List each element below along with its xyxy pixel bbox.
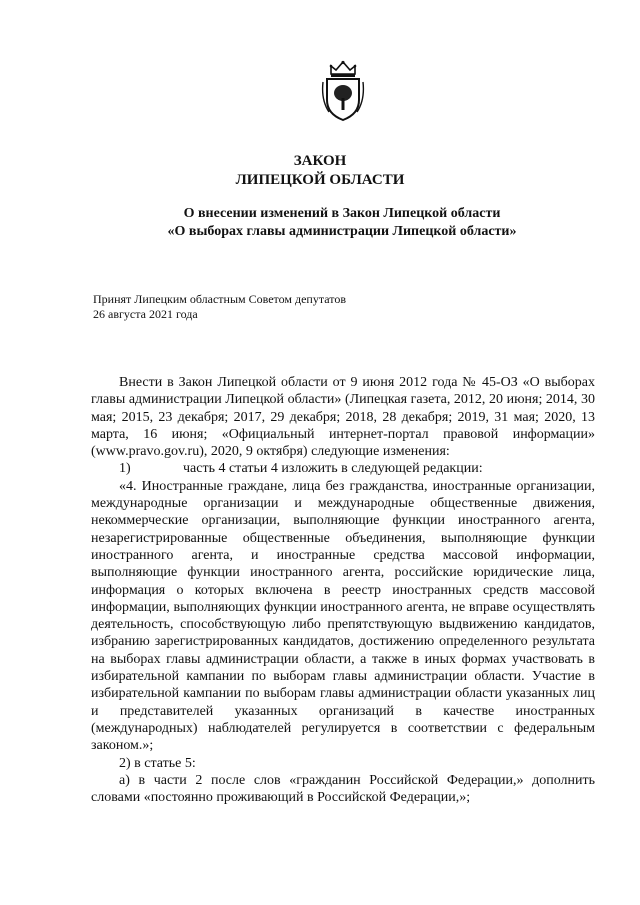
subtitle-line-1: О внесении изменений в Закон Липецкой области [183,206,501,221]
item-1-number: 1) [119,461,131,477]
document-body [91,374,595,806]
adoption-line-1: Принят Липецким областным Советом депутатов [93,292,347,306]
item-1 [91,460,595,477]
adoption-note [93,292,346,322]
adoption-date: 26 августа 2021 года [93,307,198,321]
quoted-amendment: «4. Иностранные граждане, лица без гражданства, иностранные организации, международные организации и международные общественные движения, некоммерческие организации, выполняющие функции иностранного агента, незарегистрированные общественные объединения, выполняющие функции иностранного агента, и иностранные средства массовой информации, выполняющие функции иностранного агента, российские юридические лица, информация о которых включена в реестр иностранных средств массовой информации, выполняющих функции иностранного агента, не вправе осуществлять деятельность, способствующую либо препятствующую выдвижению кандидатов, избранию зарегистрированных кандидатов, достижению определенного результата на выборах главы администрации области, а также в иных формах участвовать в избирательной кампании по выборам главы администрации области. Участие в избирательной кампании по выборам главы администрации области указанных лиц и представителей указанных организаций в качестве иностранных (международных) наблюдателей регулируется в соответствии с федеральным законом.»; [91,478,595,754]
law-subtitle [0,205,640,241]
item-2a: а) в части 2 после слов «гражданин Российской Федерации,» дополнить словами «постоянно проживающий в Российской Федерации,»; [91,772,595,806]
subtitle-line-2: «О выборах главы администрации Липецкой области» [167,224,517,239]
item-1-text: часть 4 статьи 4 изложить в следующей редакции: [183,461,483,477]
item-2: 2) в статье 5: [119,755,196,771]
title-line-2: ЛИПЕЦКОЙ ОБЛАСТИ [235,172,405,188]
title-line-1: ЗАКОН [293,153,347,169]
law-title [0,152,640,190]
coat-of-arms-emblem [321,60,365,122]
intro-paragraph: Внести в Закон Липецкой области от 9 июня 2012 года № 45-ОЗ «О выборах главы администрации Липецкой области» (Липецкая газета, 2012, 20 июня; 2014, 30 мая; 2015, 23 декабря; 2017, 29 декабря; 2018, 28 декабря; 2019, 31 мая; 2020, 13 марта, 16 июня; «Официальный интернет-портал правовой информации» (www.pravo.gov.ru), 2020, 9 октября) следующие изменения: [91,375,595,460]
